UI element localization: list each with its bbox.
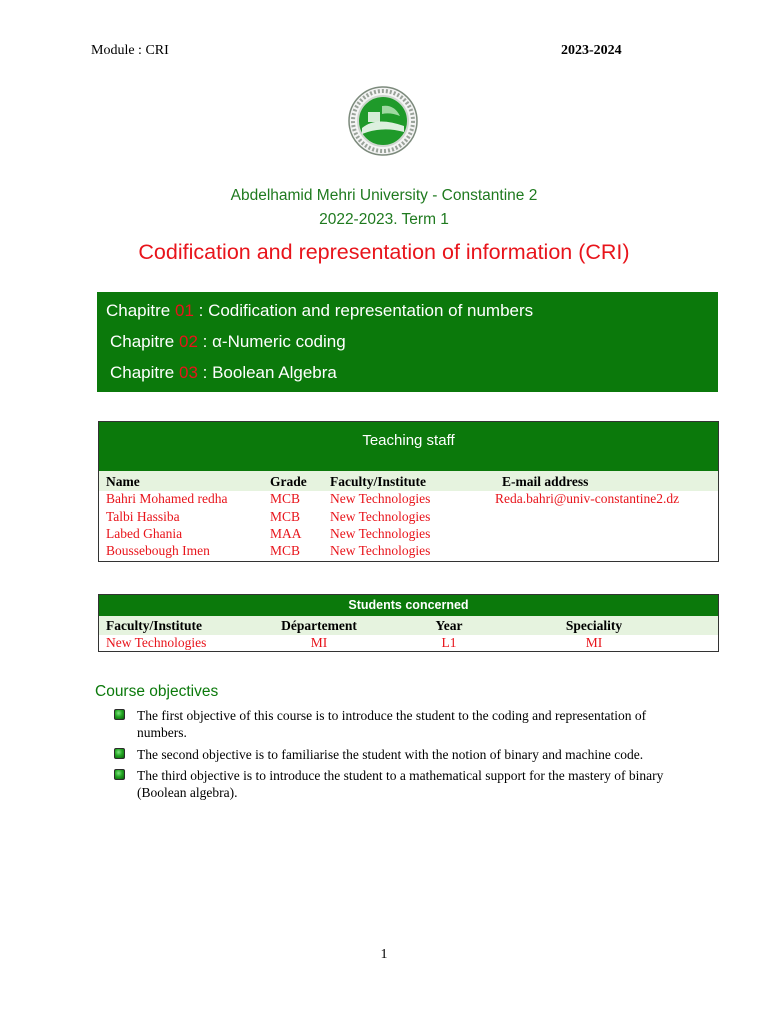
objectives-heading: Course objectives bbox=[95, 683, 219, 700]
academic-year: 2023-2024 bbox=[561, 43, 622, 58]
university-name: Abdelhamid Mehri University - Constantine 2 bbox=[230, 187, 538, 204]
document-title: Codification and representation of information (CRI) bbox=[138, 240, 630, 264]
staff-grade: MCB bbox=[270, 491, 301, 506]
chapter-title: : α-Numeric coding bbox=[197, 332, 346, 351]
bullet-icon bbox=[114, 769, 125, 780]
staff-faculty: New Technologies bbox=[330, 509, 431, 524]
staff-name: Boussebough Imen bbox=[106, 543, 210, 558]
teaching-staff-title: Teaching staff bbox=[99, 422, 718, 471]
column-header-department: Département bbox=[281, 618, 357, 633]
student-speciality: MI bbox=[585, 635, 603, 650]
student-faculty: New Technologies bbox=[106, 635, 207, 650]
staff-faculty: New Technologies bbox=[330, 526, 431, 541]
staff-grade: MCB bbox=[270, 543, 301, 558]
term-label: 2022-2023. Term 1 bbox=[319, 211, 449, 228]
staff-name: Bahri Mohamed redha bbox=[106, 491, 228, 506]
module-label: Module : CRI bbox=[91, 43, 169, 58]
staff-faculty: New Technologies bbox=[330, 491, 431, 506]
chapter-number: 02 bbox=[178, 332, 198, 351]
objective-item: The second objective is to familiarise the student with the notion of binary and machine code. bbox=[137, 747, 644, 762]
chapter-title: : Codification and representation of numbers bbox=[193, 301, 534, 320]
column-header-grade: Grade bbox=[270, 474, 307, 489]
chapter-prefix: Chapitre bbox=[110, 363, 179, 382]
column-header-faculty: Faculty/Institute bbox=[106, 618, 202, 633]
column-header-year: Year bbox=[435, 618, 463, 633]
chapter-number: 01 bbox=[174, 301, 194, 320]
teaching-staff-table bbox=[98, 421, 719, 562]
column-header-faculty: Faculty/Institute bbox=[330, 474, 426, 489]
university-logo bbox=[346, 86, 420, 156]
column-header-email: E-mail address bbox=[502, 474, 589, 489]
staff-grade: MAA bbox=[270, 526, 302, 541]
student-year: L1 bbox=[441, 635, 457, 650]
chapter-2 bbox=[110, 332, 346, 352]
staff-name: Labed Ghania bbox=[106, 526, 183, 541]
bullet-icon bbox=[114, 709, 125, 720]
students-concerned-title: Students concerned bbox=[99, 595, 718, 616]
objective-item: The third objective is to introduce the student to a mathematical support for the mastery of binary (Boolean algebra). bbox=[137, 768, 664, 800]
chapter-prefix: Chapitre bbox=[110, 332, 179, 351]
staff-email[interactable]: Reda.bahri@univ-constantine2.dz bbox=[495, 491, 680, 506]
staff-name: Talbi Hassiba bbox=[106, 509, 180, 524]
chapter-number: 03 bbox=[178, 363, 198, 382]
students-concerned-table bbox=[98, 594, 719, 652]
column-header-speciality: Speciality bbox=[565, 618, 623, 633]
bullet-icon bbox=[114, 748, 125, 759]
objective-item: The first objective of this course is to introduce the student to the coding and representation of numbers. bbox=[137, 708, 647, 740]
column-header-name: Name bbox=[106, 474, 140, 489]
chapter-prefix: Chapitre bbox=[106, 301, 175, 320]
student-department: MI bbox=[310, 635, 328, 650]
page-number: 1 bbox=[380, 947, 388, 962]
chapter-1 bbox=[106, 301, 533, 321]
staff-grade: MCB bbox=[270, 509, 301, 524]
chapters-box bbox=[97, 292, 718, 392]
chapter-title: : Boolean Algebra bbox=[197, 363, 337, 382]
staff-faculty: New Technologies bbox=[330, 543, 431, 558]
chapter-3 bbox=[110, 363, 337, 383]
